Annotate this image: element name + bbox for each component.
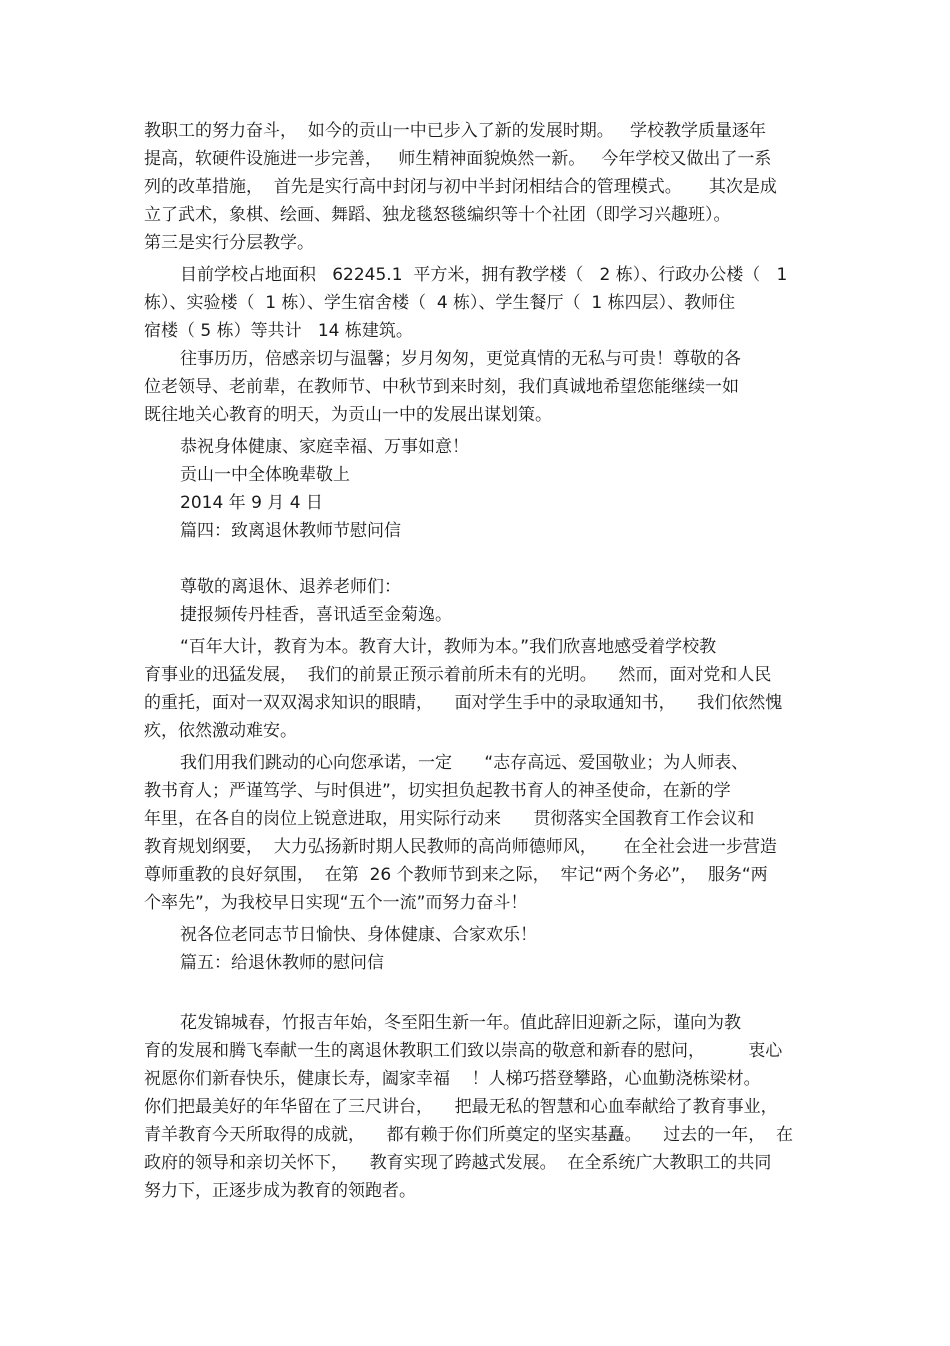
text-line: 教书育人；严谨笃学、与时俱进”，切实担负起教书育人的神圣使命，在新的学	[144, 781, 731, 801]
text-line: 育的发展和腾飞奉献一生的离退休教职工们致以崇高的敬意和新春的慰问， 衷心	[144, 1041, 783, 1061]
text-line: 第三是实行分层教学。	[144, 233, 314, 253]
text-line: 个率先”，为我校早日实现“五个一流”而努力奋斗！	[144, 893, 528, 913]
text-line: 教职工的努力奋斗， 如今的贡山一中已步入了新的发展时期。 学校教学质量逐年	[144, 121, 767, 141]
text-line: 努力下，正逐步成为教育的领跑者。	[144, 1181, 416, 1201]
section-heading: 篇四：致离退休教师节慰问信	[180, 521, 401, 541]
text-line: 栋）、实验楼（ 1 栋）、学生宿舍楼（ 4 栋）、学生餐厅（ 1 栋四层）、教师住	[144, 293, 736, 313]
text-line: 教育规划纲要， 大力弘扬新时期人民教师的高尚师德师风， 在全社会进一步营造	[144, 837, 777, 857]
text-line: 祝愿你们新春快乐，健康长寿，阖家幸福 ！人梯巧搭登攀路，心血勤浇栋梁材。	[144, 1069, 761, 1089]
text-line: 捷报频传丹桂香，喜讯适至金菊逸。	[180, 605, 452, 625]
text-line: 目前学校占地面积 62245.1 平方米，拥有教学楼（ 2 栋）、行政办公楼（ 1	[180, 265, 788, 285]
text-line: 位老领导、老前辈，在教师节、中秋节到来时刻，我们真诚地希望您能继续一如	[144, 377, 739, 397]
text-line: 宿楼（ 5 栋）等共计 14 栋建筑。	[144, 321, 413, 341]
text-line: 往事历历，倍感亲切与温馨；岁月匆匆，更觉真情的无私与可贵！尊敬的各	[180, 349, 741, 369]
text-line: 列的改革措施， 首先是实行高中封闭与初中半封闭相结合的管理模式。 其次是成	[144, 177, 777, 197]
section-heading: 篇五：给退休教师的慰问信	[180, 953, 384, 973]
date-line: 2014 年 9 月 4 日	[180, 493, 323, 513]
text-line: 尊师重教的良好氛围， 在第 26 个教师节到来之际， 牢记“两个务必”， 服务“两	[144, 865, 768, 885]
text-line: 贡山一中全体晚辈敬上	[180, 465, 350, 485]
text-line: 既往地关心教育的明天，为贡山一中的发展出谋划策。	[144, 405, 552, 425]
text-line: 祝各位老同志节日愉快、身体健康、合家欢乐！	[180, 925, 537, 945]
text-line: 提高，软硬件设施进一步完善， 师生精神面貌焕然一新。 今年学校又做出了一系	[144, 149, 772, 169]
text-line: “百年大计，教育为本。教育大计，教师为本。”我们欣喜地感受着学校教	[180, 637, 717, 657]
text-line: 疚，依然激动难安。	[144, 721, 297, 741]
salutation: 尊敬的离退休、退养老师们：	[180, 577, 401, 597]
text-line: 立了武术，象棋、绘画、舞蹈、独龙毯怒毯编织等十个社团（即学习兴趣班）。	[144, 205, 731, 225]
text-line: 恭祝身体健康、家庭幸福、万事如意！	[180, 437, 469, 457]
text-line: 青羊教育今天所取得的成就， 都有赖于你们所奠定的坚实基矗。 过去的一年， 在	[144, 1125, 794, 1145]
text-line: 年里，在各自的岗位上锐意进取，用实际行动来 贯彻落实全国教育工作会议和	[144, 809, 755, 829]
text-line: 花发锦城春，竹报吉年始，冬至阳生新一年。值此辞旧迎新之际，谨向为教	[180, 1013, 741, 1033]
text-line: 政府的领导和亲切关怀下， 教育实现了跨越式发展。 在全系统广大教职工的共同	[144, 1153, 772, 1173]
text-line: 我们用我们跳动的心向您承诺，一定 “志存高远、爱国敬业；为人师表、	[180, 753, 749, 773]
text-line: 的重托，面对一双双渴求知识的眼睛， 面对学生手中的录取通知书， 我们依然愧	[144, 693, 783, 713]
text-line: 育事业的迅猛发展， 我们的前景正预示着前所未有的光明。 然而，面对党和人民	[144, 665, 772, 685]
text-line: 你们把最美好的年华留在了三尺讲台， 把最无私的智慧和心血奉献给了教育事业，	[144, 1097, 778, 1117]
